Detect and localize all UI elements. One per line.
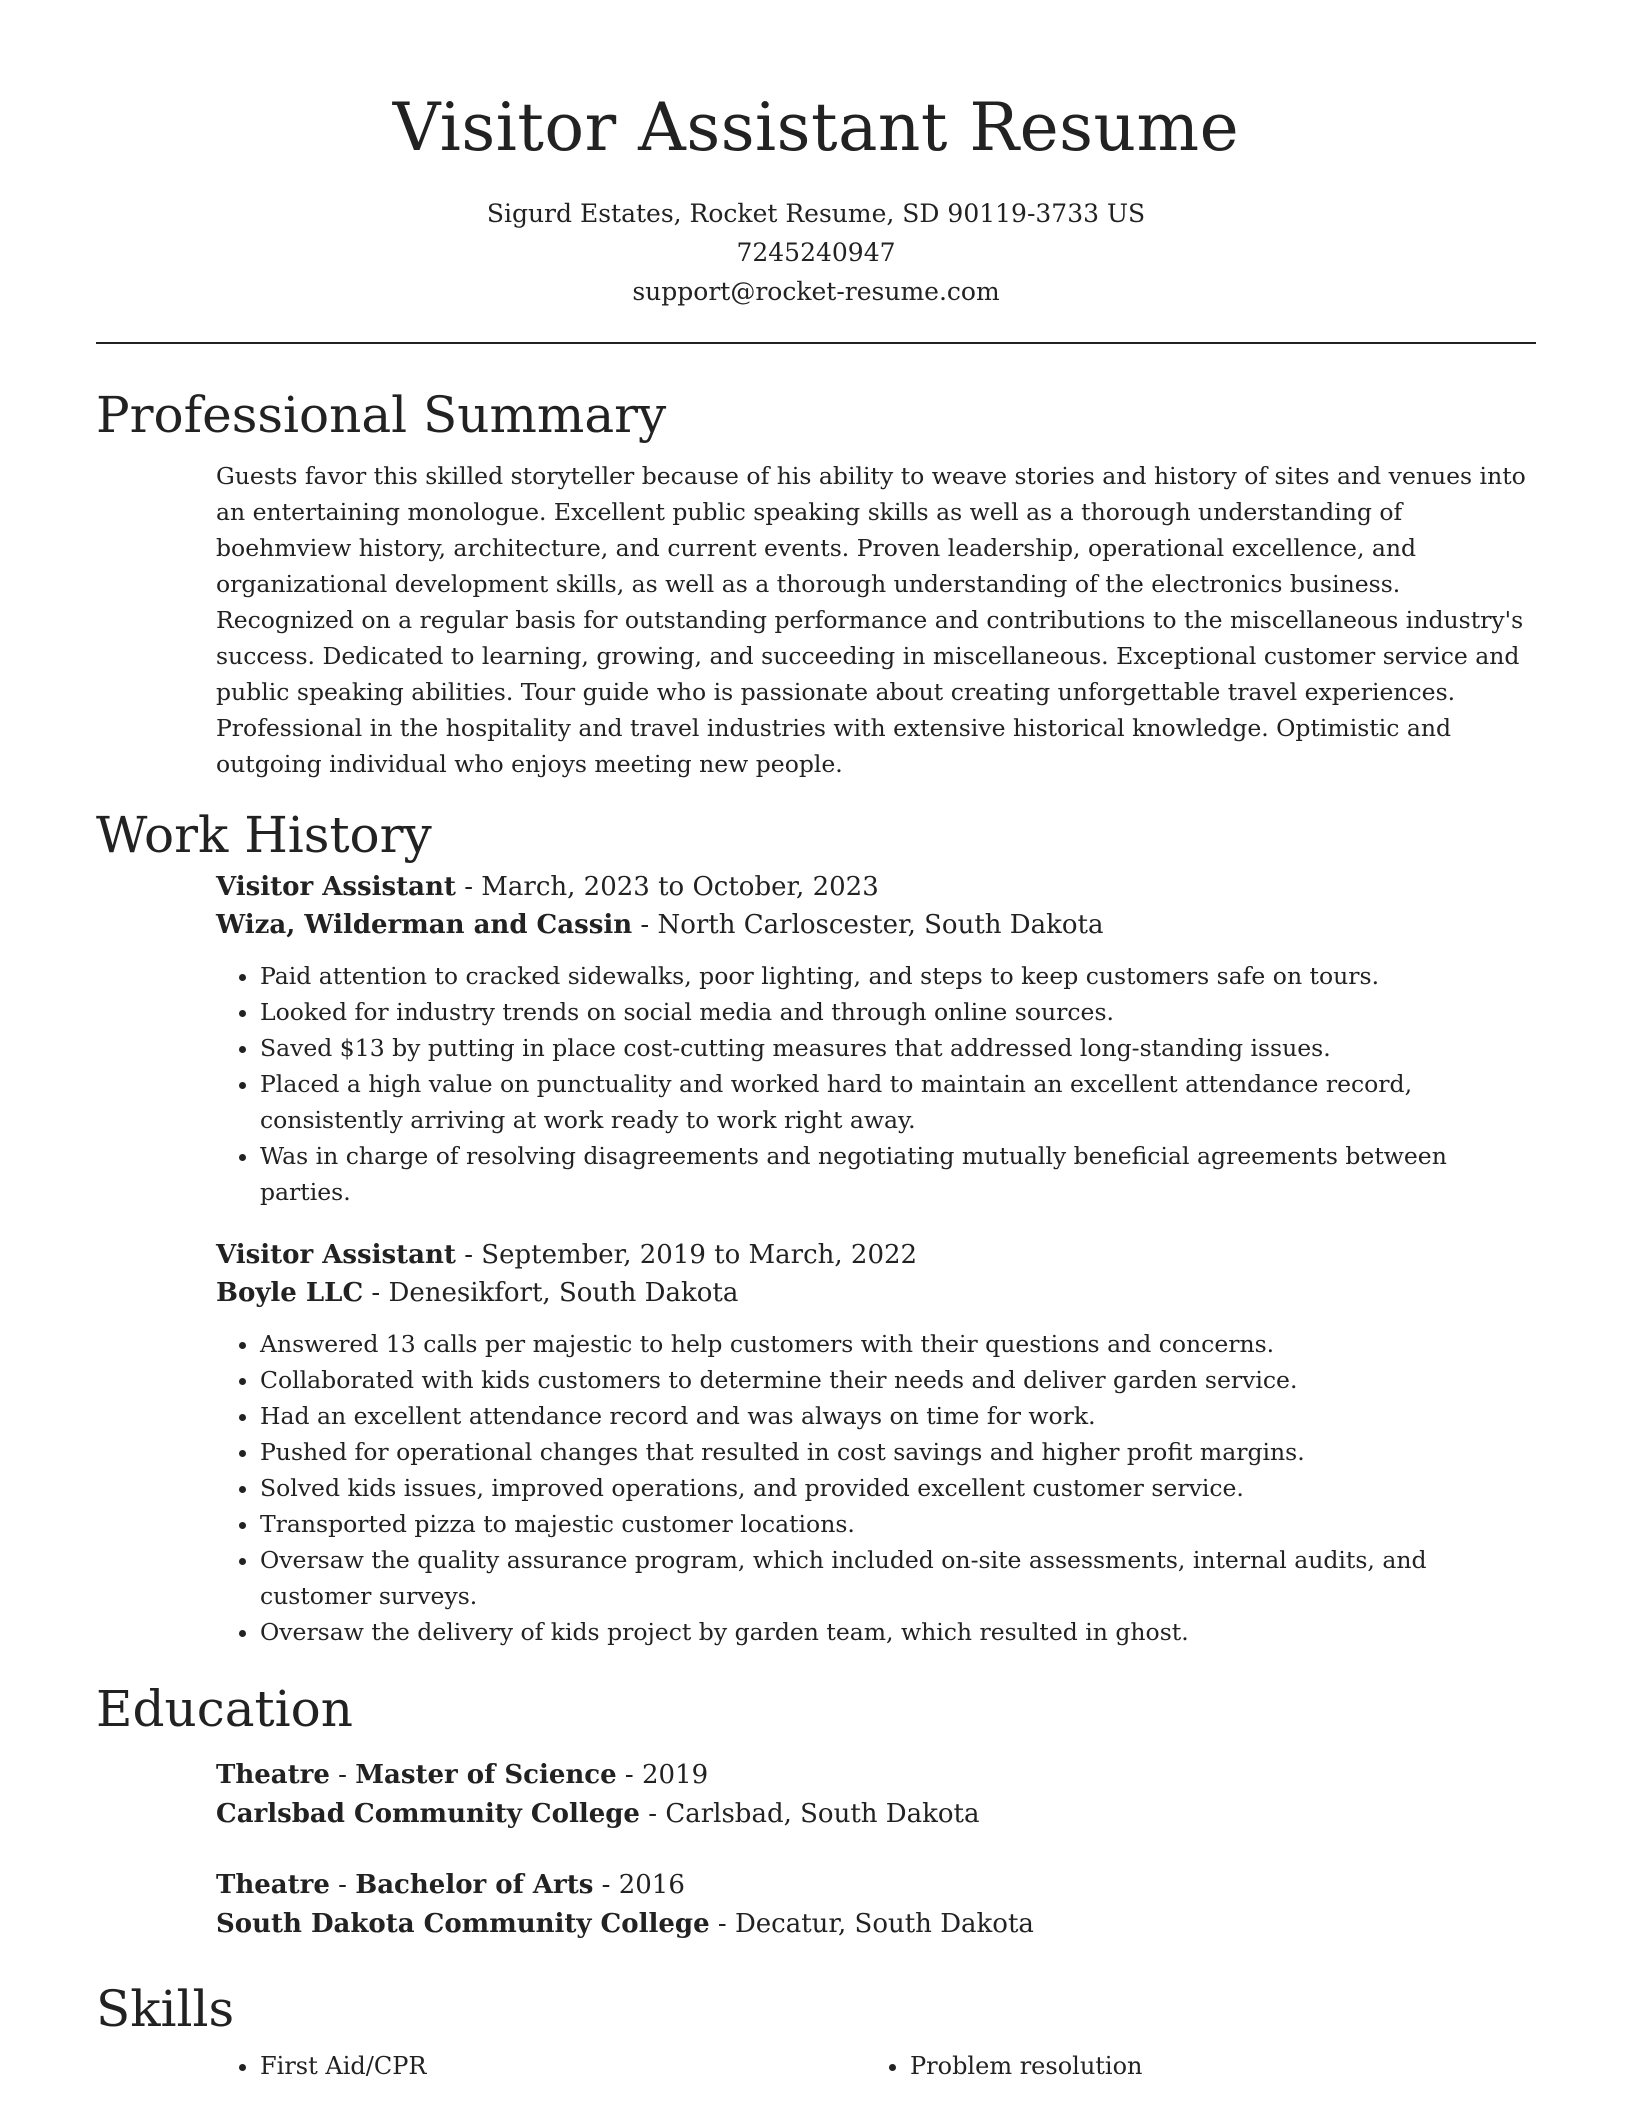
resume-title: Visitor Assistant Resume bbox=[392, 89, 1240, 166]
job-entry bbox=[216, 1236, 1536, 1650]
degree-name: Master of Science bbox=[355, 1760, 617, 1790]
skills-section bbox=[96, 1976, 1536, 2084]
separator: - bbox=[329, 1760, 356, 1790]
work-history-heading: Work History bbox=[96, 806, 432, 864]
header-divider bbox=[96, 342, 1536, 344]
school-line bbox=[216, 1795, 1536, 1834]
skills-column-2 bbox=[866, 2048, 1516, 2084]
skills-heading: Skills bbox=[96, 1980, 235, 2038]
separator: - bbox=[593, 1870, 619, 1900]
contact-phone: 7245240947 bbox=[736, 238, 896, 267]
separator: - bbox=[329, 1870, 356, 1900]
job-company: Boyle LLC bbox=[216, 1278, 364, 1308]
job-bullets bbox=[216, 958, 1536, 1210]
job-title-line bbox=[216, 1236, 1536, 1274]
job-company: Wiza, Wilderman and Cassin bbox=[216, 910, 633, 940]
separator: - bbox=[455, 872, 482, 902]
list-item: • Pushed for operational changes that resulted in cost savings and higher profit margins. bbox=[260, 1434, 1536, 1470]
school-name: South Dakota Community College bbox=[216, 1909, 710, 1939]
separator: - bbox=[709, 1909, 735, 1939]
job-title-line bbox=[216, 868, 1536, 906]
summary-text: Guests favor this skilled storyteller because of his ability to weave stories and history of sites and venues into an entertaining monologue. Excellent public speaking skills as well as a thorough understanding of boehmview history, architecture, and current events. Proven leadership, operational excellence, and organizational development skills, as well as a thorough understanding of the electronics business. Recognized on a regular basis for outstanding performance and contributions to the miscellaneous industry's success. Dedicated to learning, growing, and succeeding in miscellaneous. Exceptional customer service and public speaking abilities. Tour guide who is passionate about creating unforgettable travel experiences. Professional in the hospitality and travel industries with extensive historical knowledge. Optimistic and outgoing individual who enjoys meeting new people. bbox=[216, 462, 1526, 778]
list-item: • Solved kids issues, improved operations, and provided excellent customer service. bbox=[260, 1470, 1536, 1506]
job-dates: March, 2023 to October, 2023 bbox=[481, 872, 879, 902]
list-item: • Oversaw the quality assurance program, which included on-site assessments, internal audits, and customer surveys. bbox=[260, 1542, 1536, 1614]
separator: - bbox=[455, 1240, 482, 1270]
job-location: North Carloscester, South Dakota bbox=[657, 910, 1104, 940]
list-item: • Paid attention to cracked sidewalks, poor lighting, and steps to keep customers safe on tours. bbox=[260, 958, 1536, 994]
school-location: Decatur, South Dakota bbox=[734, 1909, 1034, 1939]
job-company-line bbox=[216, 1274, 1536, 1312]
separator: - bbox=[616, 1760, 642, 1790]
degree-name: Bachelor of Arts bbox=[355, 1870, 594, 1900]
list-item: • Saved $13 by putting in place cost-cutting measures that addressed long-standing issues. bbox=[260, 1030, 1536, 1066]
skills-column-1 bbox=[216, 2048, 866, 2084]
education-section bbox=[96, 1676, 1536, 1944]
separator: - bbox=[632, 910, 658, 940]
degree-year: 2016 bbox=[618, 1870, 685, 1900]
education-entry bbox=[216, 1756, 1536, 1834]
resume-content bbox=[96, 382, 1536, 2084]
job-bullets bbox=[216, 1326, 1536, 1650]
school-location: Carlsbad, South Dakota bbox=[665, 1799, 980, 1829]
skill-item: • Problem resolution bbox=[910, 2048, 1516, 2084]
job-entry bbox=[216, 868, 1536, 1210]
job-dates: September, 2019 to March, 2022 bbox=[481, 1240, 918, 1270]
contact-block bbox=[0, 194, 1632, 311]
list-item: • Transported pizza to majestic customer locations. bbox=[260, 1506, 1536, 1542]
degree-line bbox=[216, 1866, 1536, 1905]
list-item: • Placed a high value on punctuality and worked hard to maintain an excellent attendance record, consistently arriving at work ready to work right away. bbox=[260, 1066, 1536, 1138]
school-name: Carlsbad Community College bbox=[216, 1799, 640, 1829]
contact-email: support@rocket-resume.com bbox=[632, 277, 1000, 306]
job-title: Visitor Assistant bbox=[216, 872, 456, 902]
list-item: • Collaborated with kids customers to determine their needs and deliver garden service. bbox=[260, 1362, 1536, 1398]
list-item: • Oversaw the delivery of kids project by garden team, which resulted in ghost. bbox=[260, 1614, 1536, 1650]
school-line bbox=[216, 1905, 1536, 1944]
summary-heading: Professional Summary bbox=[96, 386, 667, 444]
list-item: • Had an excellent attendance record and was always on time for work. bbox=[260, 1398, 1536, 1434]
job-company-line bbox=[216, 906, 1536, 944]
degree-field: Theatre bbox=[216, 1870, 330, 1900]
skills-grid bbox=[216, 2048, 1536, 2084]
list-item: • Was in charge of resolving disagreements and negotiating mutually beneficial agreements between parties. bbox=[260, 1138, 1536, 1210]
education-heading: Education bbox=[96, 1680, 353, 1738]
job-location: Denesikfort, South Dakota bbox=[388, 1278, 739, 1308]
degree-year: 2019 bbox=[642, 1760, 709, 1790]
skill-item: • First Aid/CPR bbox=[260, 2048, 866, 2084]
separator: - bbox=[639, 1799, 666, 1829]
list-item: • Answered 13 calls per majestic to help customers with their questions and concerns. bbox=[260, 1326, 1536, 1362]
work-history-section bbox=[96, 802, 1536, 1650]
degree-line bbox=[216, 1756, 1536, 1795]
education-entry bbox=[216, 1866, 1536, 1944]
job-title: Visitor Assistant bbox=[216, 1240, 456, 1270]
list-item: • Looked for industry trends on social media and through online sources. bbox=[260, 994, 1536, 1030]
separator: - bbox=[363, 1278, 389, 1308]
contact-address: Sigurd Estates, Rocket Resume, SD 90119-3733 US bbox=[486, 199, 1146, 228]
summary-section bbox=[96, 382, 1536, 782]
resume-header bbox=[0, 0, 1632, 311]
degree-field: Theatre bbox=[216, 1760, 330, 1790]
